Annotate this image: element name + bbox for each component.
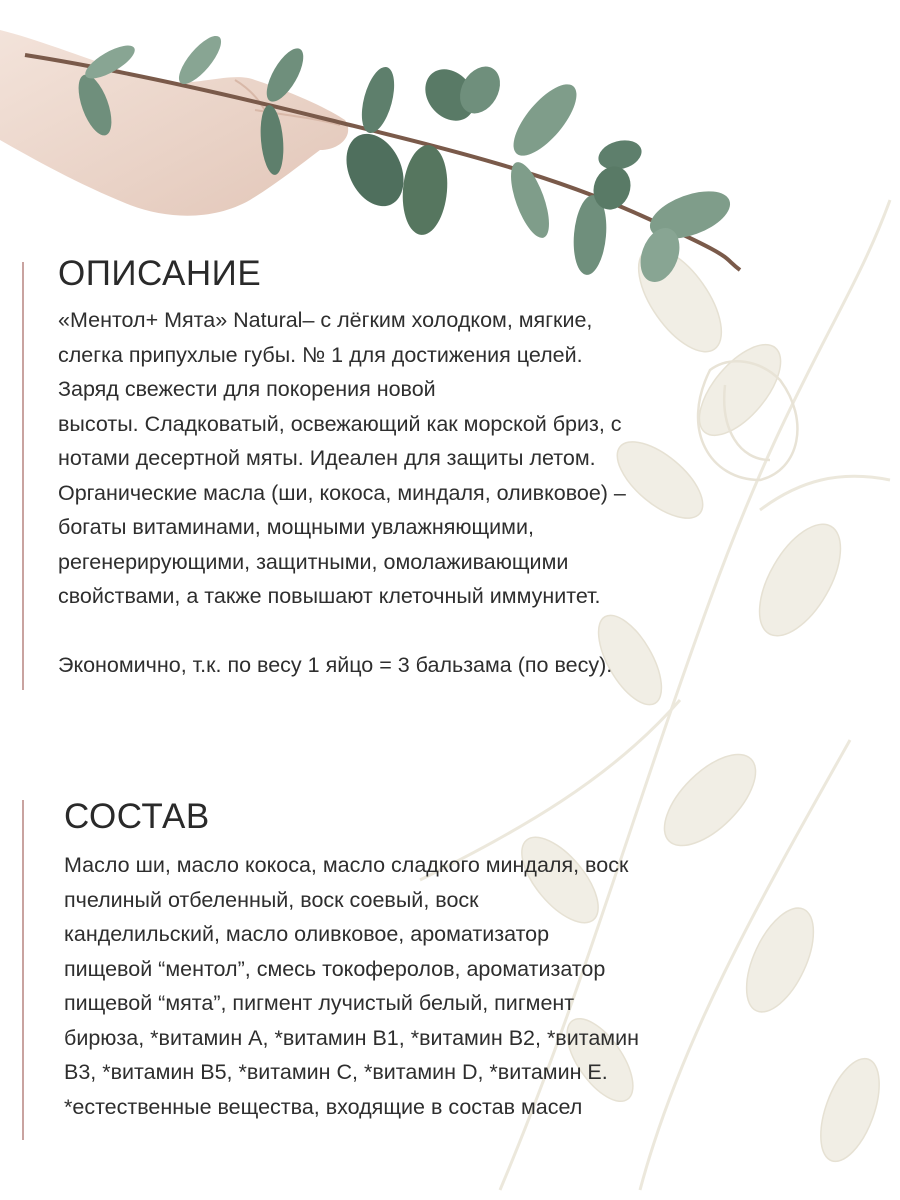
composition-line: Масло ши, масло кокоса, масло сладкого миндаля, воск [64, 853, 629, 877]
description-line: Органические масла (ши, кокоса, миндаля, оливковое) – [58, 480, 626, 505]
composition-line: *естественные вещества, входящие в состав масел [64, 1094, 583, 1119]
description-accent-bar [22, 262, 24, 690]
description-line: высоты. Сладковатый, освежающий как морской бриз, с [58, 411, 622, 436]
composition-text [64, 848, 884, 1124]
description-line: свойствами, а также повышают клеточный иммунитет. [58, 584, 601, 608]
economy-note: Экономично, т.к. по весу 1 яйцо = 3 бальзама (по весу). [58, 652, 613, 677]
description-text [58, 303, 878, 682]
composition-line: пищевой “мята”, пигмент лучистый белый, пигмент [64, 991, 575, 1015]
description-line: нотами десертной мяты. Идеален для защиты летом. [58, 446, 596, 470]
paragraph-gap [58, 614, 878, 648]
composition-line: В3, *витамин В5, *витамин С, *витамин D, *витамин Е. [64, 1060, 608, 1084]
description-line: богаты витаминами, мощными увлажняющими, [58, 515, 534, 539]
description-line: Заряд свежести для покорения новой [58, 377, 436, 401]
composition-line: пищевой “ментол”, смесь токоферолов, ароматизатор [64, 956, 606, 981]
description-line: регенерирующими, защитными, омолаживающими [58, 549, 569, 574]
composition-line: пчелиный отбеленный, воск соевый, воск [64, 887, 479, 912]
description-line: «Ментол+ Мята» Natural– с лёгким холодком, мягкие, [58, 308, 593, 332]
description-heading: ОПИСАНИЕ [58, 254, 262, 293]
composition-line: канделильский, масло оливковое, ароматизатор [64, 922, 550, 946]
composition-heading: СОСТАВ [64, 797, 210, 836]
composition-accent-bar [22, 800, 24, 1140]
composition-line: бирюза, *витамин А, *витамин В1, *витамин В2, *витамин [64, 1025, 639, 1050]
description-line: слегка припухлые губы. № 1 для достижения целей. [58, 342, 583, 367]
